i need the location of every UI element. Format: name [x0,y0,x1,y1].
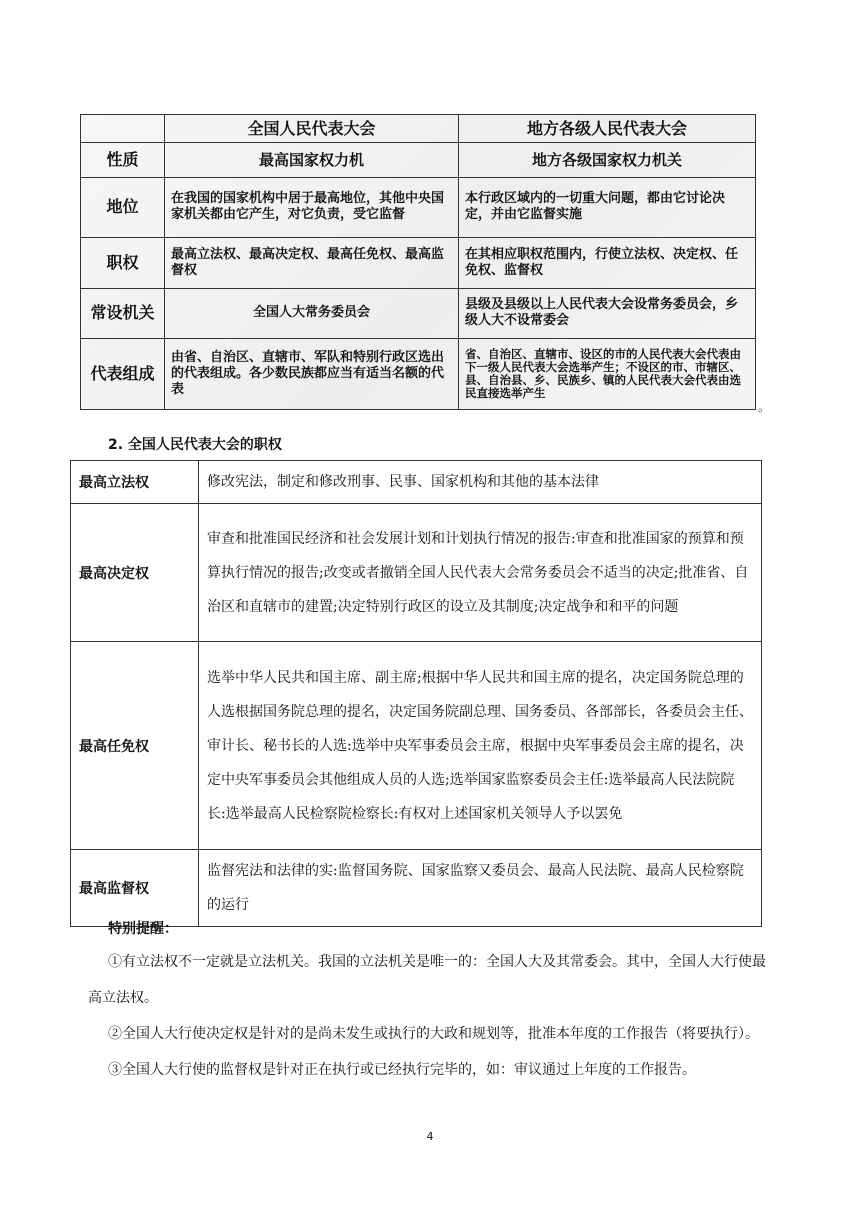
row-label: 地位 [81,177,165,238]
national-cell: 最高国家权力机 [165,143,459,177]
comparison-table-image [80,114,756,410]
power-name: 最高决定权 [71,504,199,642]
local-cell: 本行政区域内的一切重大问题，都由它讨论决定，并由它监督实施 [459,177,756,238]
comparison-row [81,143,756,177]
header-empty-cell [81,115,165,143]
local-cell: 省、自治区、直辖市、设区的市的人民代表大会代表由下一级人民代表大会选举产生；不设区的市、市辖区、县、自治县、乡、民族乡、镇的人民代表大会代表由选民直接选举产生 [459,339,756,410]
comparison-header-row [81,115,756,143]
page-number: 4 [426,1130,434,1143]
section-title: 2. 全国人民代表大会的职权 [108,437,282,453]
national-cell: 最高立法权、最高决定权、最高任免权、最高监督权 [165,238,459,289]
comparison-row [81,339,756,410]
note-item: ③全国人大行使的监督权是针对正在执行或已经执行完毕的，如：审议通过上年度的工作报告。 [108,1062,696,1078]
row-label: 常设机关 [81,288,165,339]
power-name: 最高任免权 [71,642,199,850]
row-label: 职权 [81,238,165,289]
local-cell: 在其相应职权范围内，行使立法权、决定权、任免权、监督权 [459,238,756,289]
local-cell: 地方各级国家权力机关 [459,143,756,177]
powers-table [70,460,762,927]
header-national: 全国人民代表大会 [165,115,459,143]
row-label: 性质 [81,143,165,177]
note-item: ②全国人大行使决定权是针对的是尚未发生或执行的大政和规划等，批准本年度的工作报告（将要执行）。 [108,1026,759,1042]
note-item: ①有立法权不一定就是立法机关。我国的立法机关是唯一的：全国人大及其常委会。其中，全国人大行使最高立法权。 [88,954,766,1006]
comparison-row [81,288,756,339]
power-name: 最高监督权 [71,850,199,927]
power-desc: 审查和批准国民经济和社会发展计划和计划执行情况的报告:审查和批准国家的预算和预算执行情况的报告;改变或者撤销全国人民代表大会常务委员会不适当的决定;批准省、自治区和直辖市的建置;决定特别行政区的设立及其制度;决定战争和和平的问题 [199,504,762,642]
row-label: 代表组成 [81,339,165,410]
local-cell: 县级及县级以上人民代表大会设常务委员会，乡级人大不设常委会 [459,288,756,339]
notes-section [88,918,778,1088]
power-desc: 监督宪法和法律的实:监督国务院、国家监察又委员会、最高人民法院、最高人民检察院的运行 [199,850,762,927]
national-cell: 全国人大常务委员会 [165,288,459,339]
power-desc: 选举中华人民共和国主席、副主席;根据中华人民共和国主席的提名，决定国务院总理的人选根据国务院总理的提名，决定国务院副总理、国务委员、各部部长，各委员会主任、审计长、秘书长的人选:选举中央军事委员会主席，根据中央军事委员会主席的提名，决定中央军事委员会其他组成人员的人选;选举国家监察委员会主任:选举最高人民法院院长:选举最高人民检察院检察长:有权对上述国家机关领导人予以罢免 [199,642,762,850]
power-row [71,850,762,927]
notes-title: 特别提醒： [108,921,178,937]
power-row [71,504,762,642]
trailing-period: 。 [758,400,771,414]
header-local: 地方各级人民代表大会 [459,115,756,143]
power-row [71,461,762,504]
power-name: 最高立法权 [71,461,199,504]
power-row [71,642,762,850]
comparison-row [81,177,756,238]
national-cell: 在我国的国家机构中居于最高地位，其他中央国家机关都由它产生，对它负责，受它监督 [165,177,459,238]
comparison-table [80,114,756,410]
power-desc: 修改宪法，制定和修改刑事、民事、国家机构和其他的基本法律 [199,461,762,504]
national-cell: 由省、自治区、直辖市、军队和特别行政区选出的代表组成。各少数民族都应当有适当名额的代表 [165,339,459,410]
comparison-row [81,238,756,289]
